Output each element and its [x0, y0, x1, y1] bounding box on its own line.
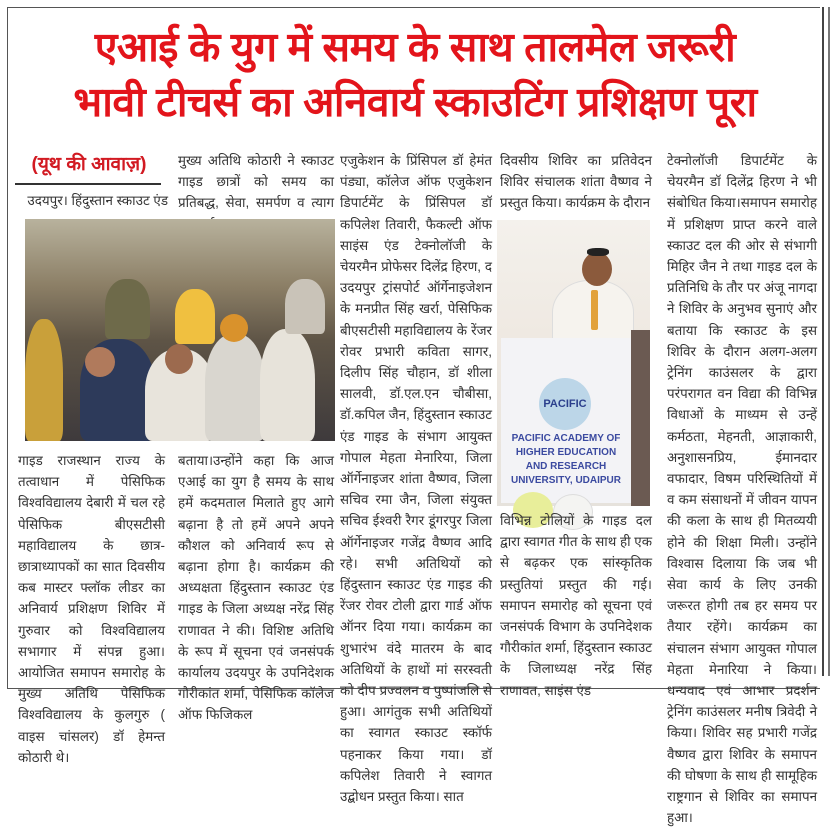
column-2-body: बताया।उन्होंने कहा कि आज एआई का युग है समय के साथ हमें कदमताल मिलाते हुए आगे बढ़ाना है तो हमें अपने अपने कौशल को अनिवार्य रूप से बढ़ाना होगा है। कार्यक्रम की अध्यक्षता हिंदुस्तान स्काउट एंड गाइड के जिला अध्यक्ष नरेंद्र सिंह राणावत ने की। विशिष्ट अतिथि के रूप में सूचना एवं जनसंपर्क कार्यालय उदयपुर के उपनिदेशक गौरीकांत शर्मा, पेसिफिक कॉलेज ऑफ फिजिकल	[178, 453, 334, 723]
kicker-rule	[15, 183, 161, 185]
column-3-body: एजुकेशन के प्रिंसिपल डॉ हेमंत पंड्या, कॉलेज ऑफ एजुकेशन डिपार्टमेंट के प्रिंसिपल डॉ कपिलेश तिवारी, फैकल्टी ऑफ साइंस एंड टेक्नोलॉजी के चेयरमैन प्रोफेसर दिलेंद्र हिरण, द उदयपुर ट्रांसपोर्ट ऑर्गेनाइजेशन के मनप्रीत सिंह खर्रा, पेसिफिक बीएसटीसी महाविद्यालय के रेंजर रोवर प्रभारी कविता सागर, दिलीप सिंह चौहान, डॉ शीला सालवी, डॉ.एल.एन चौबीसा, डॉ.कपिल जैन, हिंदुस्तान स्काउट एंड गाइड के संभाग आयुक्त गोपाल मेहता मेनारिया, जिला ऑर्गेनाइजर शांता वैष्णव, जिला सचिव रमा जैन, जिला संयुक्त सचिव ईश्वरी रैगर डूंगरपुर जिला ऑर्गेनाइजर गजेंद्र वैष्णव आदि रहे। सभी अतिथियों को हिंदुस्तान स्काउट एंड गाइड की रेंजर रोवर टोली द्वारा गार्ड ऑफ ऑनर दिया गया। कार्यक्रम का शुभारंभ वंदे मातरम के बाद अतिथियों के हाथों मां सरस्वती को दीप प्रज्वलन व पुष्पांजलि से हुआ। आगंतुक सभी अतिथियों का स्वागत स्काउट स्कॉर्फ पहनाकर किया गया। डॉ कपिलेश तिवारी ने स्वागत उद्बोधन प्रस्तुत किया। सात	[340, 153, 492, 805]
byline-kicker: (यूथ की आवाज़)	[31, 154, 147, 175]
banner-text: HIGHER EDUCATION	[515, 447, 617, 458]
column-rule	[822, 7, 824, 676]
column-4-top: दिवसीय शिविर का प्रतिवेदन शिविर संचालक शांता वैष्णव ने प्रस्तुत किया। कार्यक्रम के दौरान	[500, 153, 652, 211]
column-4-body: विभिन्न टोलियों के गाइड दल द्वारा स्वागत गीत के साथ ही एक से बढ़कर एक सांस्कृतिक प्रस्तुतियां प्रस्तुत की गई। समापन समारोह को सूचना एवं जनसंपर्क विभाग के उपनिदेशक गौरीकांत शर्मा, हिंदुस्तान स्काउट के जिलाध्यक्ष नरेंद्र सिंह राणावत, साइंस एंड	[500, 513, 652, 698]
column-1-body: गाइड राजस्थान राज्य के तत्वाधान में पेसिफिक विश्वविद्यालय देबारी में चल रहे पेसिफिक बीएसटीसी महाविद्यालय के छात्र-छात्राध्यापकों का सात दिवसीय कब मास्टर फ्लॉक लीडर का अनिवार्य प्रशिक्षण शिविर में गुरुवार को विश्वविद्यालय सभागार में संपन्न हुआ।आयोजित समापन समारोह के मुख्य अतिथि पेसिफिक विश्वविद्यालय के कुलगुरु ( वाइस चांसलर) डॉ हेमन्त कोठारी थे।	[18, 453, 165, 765]
speaker-photo	[497, 220, 650, 506]
headline-line-2: भावी टीचर्स का अनिवार्य स्काउटिंग प्रशिक्षण पूरा	[73, 79, 757, 125]
pacific-logo: PACIFIC	[539, 378, 591, 430]
column-rule	[828, 7, 830, 676]
podium	[631, 330, 650, 506]
podium-banner	[501, 338, 631, 503]
banner-text: UNIVERSITY, UDAIPUR	[510, 475, 621, 486]
column-2-top: मुख्य अतिथि कोठारी ने स्काउट गाइड छात्रों को समय का प्रतिबद्ध, सेवा, समर्पण व त्याग	[178, 153, 334, 211]
audience-photo	[25, 219, 335, 441]
banner-text: AND RESEARCH	[525, 461, 607, 472]
dateline: उदयपुर। हिंदुस्तान स्काउट एंड	[27, 193, 168, 208]
column-5-body: टेक्नोलॉजी डिपार्टमेंट के चेयरमैन डॉ दिलेंद्र हिरण ने भी संबोधित किया।समापन समारोह में प्रशिक्षण प्राप्त करने वाले स्काउट दल की ओर से संभागी मिहिर जैन ने तथा गाइड दल के प्रतिनिधि के तौर पर अंजू नागदा ने शिविर के अनुभव सुनाएं और बताया कि स्काउट के इस शिविर के दौरान अलग-अलग ट्रेनिंग काउंसलर के द्वारा परंपरागत वन विद्या की विभिन्न विधाओं के माध्यम से उन्हें कर्मठता, मेहनती, आज्ञाकारी, अनुशासनप्रिय, ईमानदार वफादार, विषम परिस्थितियों में व कम संसाधनों में जीवन यापन की कला के साथ ही मितव्ययी होने की शिक्षा मिली। उन्होंने विश्वास दिलाया कि जब भी सेवा कार्य के लिए उनकी जरूरत होगी तब हर समय पर तैयार रहेंगे। कार्यक्रम का संचालन संभाग आयुक्त गोपाल मेहता मेनारिया ने किया। धन्यवाद एवं आभार प्रदर्शन ट्रेनिंग काउंसलर मनीष त्रिवेदी ने किया। शिविर सह प्रभारी गजेंद्र वैष्णव द्वारा शिविर के समापन की घोषणा के साथ ही सामूहिक राष्ट्रगान से शिविर का समापन हुआ।	[667, 153, 817, 826]
banner-text: PACIFIC ACADEMY OF	[511, 433, 621, 444]
headline-line-1: एआई के युग में समय के साथ तालमेल जरूरी	[94, 24, 736, 70]
